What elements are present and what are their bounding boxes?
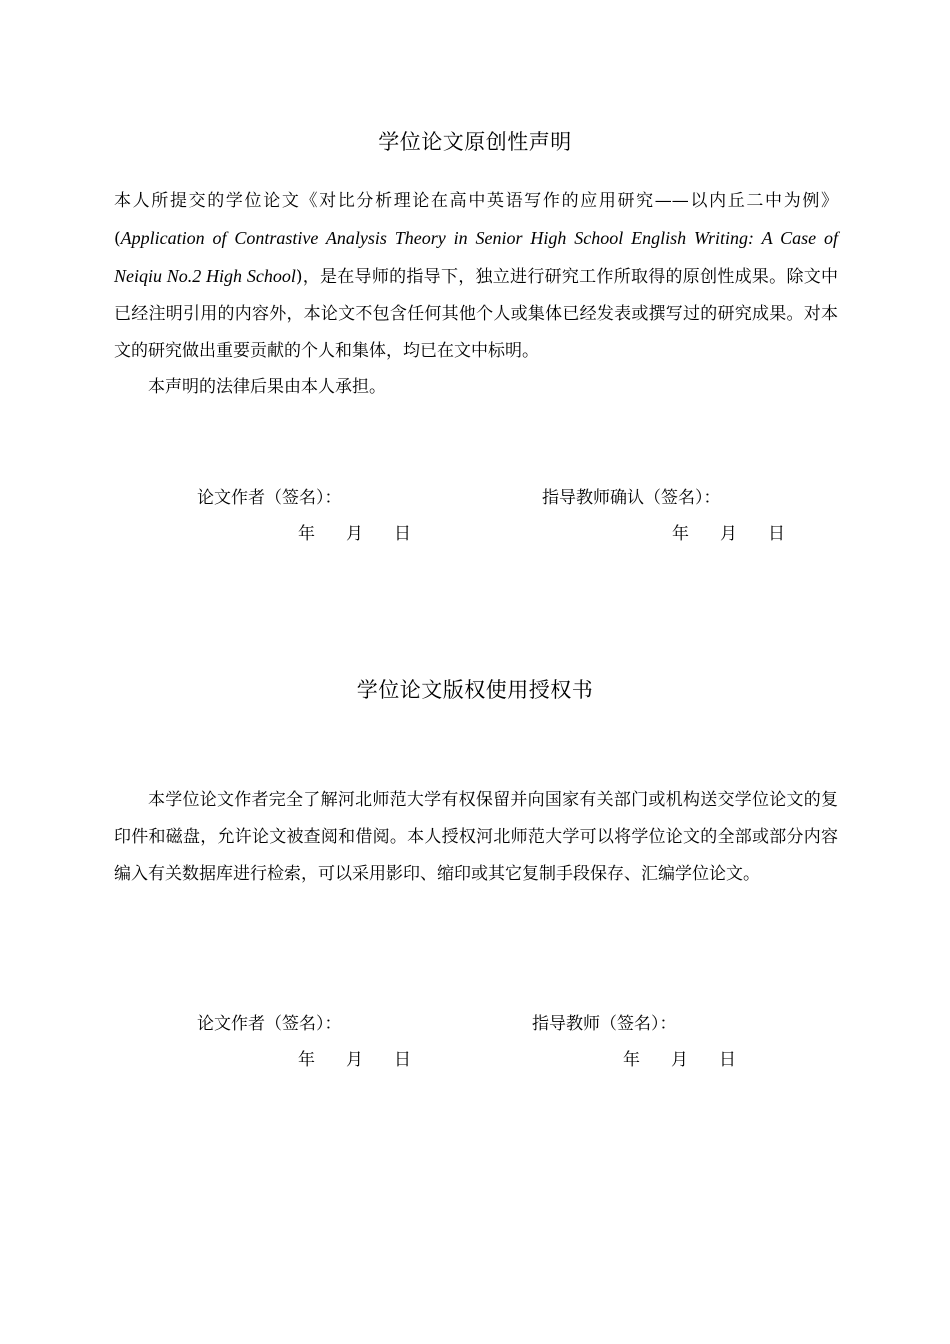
declaration-supervisor-signature-label: 指导教师确认（签名）： xyxy=(542,488,721,508)
declaration-author-date xyxy=(298,519,411,544)
day-label: 日 xyxy=(394,1050,411,1070)
declaration-supervisor-date xyxy=(672,519,785,544)
thesis-english-title: Application of Contrastive Analysis Theory in Senior High School English Writing: A Case of Neiqiu No.2 High School xyxy=(114,228,838,286)
declaration-title: 学位论文原创性声明 xyxy=(378,130,572,154)
declaration-author-signature-label: 论文作者（签名）： xyxy=(197,488,342,508)
year-label: 年 xyxy=(623,1050,640,1070)
declaration-text-part1: 本人所提交的学位论文《对比分析理论在高中英语写作的应用研究——以内丘二中为例》( xyxy=(114,191,838,249)
year-label: 年 xyxy=(298,524,315,544)
authorization-paragraph: 本学位论文作者完全了解河北师范大学有权保留并向国家有关部门或机构送交学位论文的复印件和磁盘，允许论文被查阅和借阅。本人授权河北师范大学可以将学位论文的全部或部分内容编入有关数据库进行检索，可以采用影印、缩印或其它复制手段保存、汇编学位论文。 xyxy=(114,790,838,884)
year-label: 年 xyxy=(298,1050,315,1070)
month-label: 月 xyxy=(720,524,737,544)
day-label: 日 xyxy=(768,524,785,544)
authorization-supervisor-date xyxy=(623,1045,736,1070)
authorization-author-signature-label: 论文作者（签名）： xyxy=(197,1014,342,1034)
month-label: 月 xyxy=(346,524,363,544)
authorization-title: 学位论文版权使用授权书 xyxy=(356,678,594,702)
day-label: 日 xyxy=(719,1050,736,1070)
year-label: 年 xyxy=(672,524,689,544)
authorization-author-date xyxy=(298,1045,411,1070)
month-label: 月 xyxy=(346,1050,363,1070)
authorization-supervisor-signature-label: 指导教师（签名）： xyxy=(532,1014,677,1034)
day-label: 日 xyxy=(394,524,411,544)
legal-note: 本声明的法律后果由本人承担。 xyxy=(148,377,386,397)
month-label: 月 xyxy=(671,1050,688,1070)
declaration-text-part2: )，是在导师的指导下，独立进行研究工作所取得的原创性成果。除文中已经注明引用的内容外，本论文不包含任何其他个人或集体已经发表或撰写过的研究成果。对本文的研究做出重要贡献的个人和集体，均已在文中标明。 xyxy=(114,267,838,361)
declaration-paragraph xyxy=(114,183,838,370)
